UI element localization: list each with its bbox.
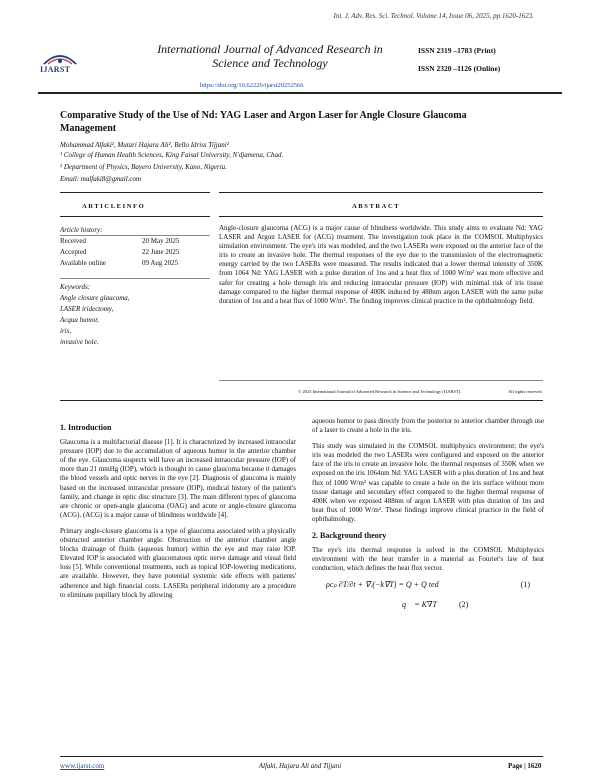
abstract-rule-bottom: [219, 380, 543, 381]
footer-rule: [60, 756, 543, 757]
article-info-rule-top: [60, 192, 210, 193]
abstract-text: Angle-closure glaucoma (ACG) is a major cause of blindness worldwide. This study aims to evaluate Nd: YAG LASER and Argon LASER for (ACG) treatment. The investigation took place in the COMSOL Multiphysics simulation environment. The eye's iris was modeled, and the two LASERs were exposed on the anterior face of the iris to create an invasive hole. The thermal responses of the eye due to the transmission of the electromagnetic energy carried by the two LASERs were measured. The results indicated that a lower thermal intensity of 350K from 1064 Nd: YAG LASER with a pulse duration of 1ns and a heat flux of 1000 W/m² was more effective and safer for creating a hole through iris and reducing intraocular pressure (IOP) with minimal risk of iris tissue damage compared to the higher thermal response of 400K induced by 488nm argon LASER with the same pulse duration of 1ns and a heat flux of 1000 W/m². The finding improves clinical practice in the ophthalmology field.: [219, 224, 543, 305]
body-left-column: [60, 423, 296, 607]
abstract-section-rule: [60, 400, 543, 401]
affiliation-1: ¹ College of Human Health Sciences, King Faisal University, N'djamena, Chad.: [60, 151, 284, 159]
abstract-rule: [219, 216, 543, 217]
header-rule: [38, 92, 562, 94]
intro-paragraph: Primary angle-closure glaucoma is a type of glaucoma associated with a physically obstructed anterior chamber angle. Obstruction of the anterior chamber angle blocks drainage of fluids (aqueous humor) within the eye and may raise IOP. Elevated IOP is associated with glaucomatous optic nerve damage and visual field loss [5]. While conventional treatments, such as topical IOP-lowering medications, are available. However, they have potential systemic side effects with patients' adherence and high financial costs. LASERs peripheral iridotomy are a procedure to eliminate pupillary block by allowing: [60, 526, 296, 599]
equation-1-body: ρcₚ ∂T/∂t + ∇.(−k∇T) = Q + Q ted: [326, 580, 439, 590]
abstract-heading: ABSTRACT: [352, 203, 401, 210]
abstract-rule-top: [219, 192, 543, 193]
history-label: Article history:: [60, 226, 103, 234]
keyword-item: Acqua humor,: [60, 316, 99, 324]
keyword-item: Angle closure glaucoma,: [60, 294, 130, 302]
paper-title: [60, 109, 560, 135]
keyword-item: LASER iridectomy,: [60, 305, 114, 313]
journal-name: [120, 42, 420, 70]
page-number: Page | 1620: [508, 762, 542, 770]
background-heading: 2. Background theory: [312, 531, 387, 541]
keyword-item: invasive hole.: [60, 338, 99, 346]
history-row-value: 09 Aug 2025: [142, 259, 179, 267]
keywords-rule: [60, 278, 210, 279]
equation-2-number: (2): [459, 599, 469, 609]
history-row-accepted: [60, 248, 210, 257]
intro-heading: 1. Introduction: [60, 423, 112, 432]
title-line-1: Comparative Study of the Use of Nd: YAG Laser and Argon Laser for Angle Closure Glaucoma: [60, 110, 467, 121]
history-row-label: Available online: [60, 259, 106, 267]
authors: Mohammad Alfaki², Mutari Hajara Ali², Bello Idriss Tijjani²: [60, 141, 229, 149]
doi-link[interactable]: https://doi.org/10.62226/ijarst20252566: [200, 82, 304, 89]
keywords-label: Keywords:: [60, 283, 91, 291]
equation-2: [402, 600, 544, 609]
intro-paragraph: This study was simulated in the COMSOL multiphysics environment; the eye's iris was modeled the two LASERs were configured and exposed on the anterior face of the iris to create an invasive hole. the thermal responses of 350K when we exposed on the iris 1064nm Nd: YAG LASER with a plus duration of 1ns and heat flux of 1000 W/m² was capable to create a hole on the iris surface without more tissue damage and secondary effect compared to the higher thermal response of 400K when we exposed 488nm of argon LASER with plus duration of 1ns and heat flux of 1000 W/m². These findings improve clinical practice in the field of ophthalmology.: [312, 442, 544, 523]
email: Email: malfaki8@gmail.com: [60, 175, 142, 183]
history-row-value: 20 May 2025: [142, 237, 180, 245]
history-row-received: [60, 237, 210, 246]
title-line-2: Management: [60, 123, 117, 134]
affiliation-2: ² Department of Physics, Bayero University, Kano, Nigeria.: [60, 163, 227, 171]
equation-1: [326, 580, 530, 589]
issn-online: ISSN 2320 –1126 (Online): [418, 64, 501, 73]
logo-text: IJARST: [40, 65, 71, 74]
article-info-heading: ARTICLEINFO: [82, 203, 146, 210]
equation-2-body: q⃗ = K∇T: [402, 599, 437, 609]
journal-line-2: Science and Technology: [212, 56, 328, 70]
issn-print: ISSN 2319 –1783 (Print): [418, 46, 496, 55]
history-row-label: Received: [60, 237, 87, 245]
background-paragraph: The eye's iris thermal response is solved in the COMSOL Multiphysics environment with the heat transfer in a material as Fourier's law of heat conduction, which defines the heat flux vector.: [312, 546, 544, 573]
citation-line: Int. J. Adv. Res. Sci. Technol. Volume 14, Issue 06, 2025, pp.1620-1623.: [333, 12, 534, 20]
copyright-notice: © 2025 International Journal of Advanced Research in Science and Technology (IJARST).: [298, 389, 462, 394]
journal-line-1: International Journal of Advanced Research in: [157, 42, 383, 56]
footer-url-link[interactable]: www.ijarst.com: [60, 762, 105, 770]
history-row-label: Accepted: [60, 248, 87, 256]
footer-authors: Alfaki, Hajara Ali and Tijjani: [258, 762, 342, 770]
equation-1-number: (1): [520, 580, 530, 590]
rights-notice: All rights reserved.: [508, 389, 543, 394]
article-info-rule: [60, 216, 210, 217]
history-rule: [60, 235, 210, 236]
intro-paragraph: aqueous humor to pass directly from the posterior to anterior chamber through use of a laser to create a hole in the iris.: [312, 417, 544, 435]
history-row-online: [60, 259, 210, 268]
history-row-value: 22 June 2025: [142, 248, 180, 256]
keyword-item: iris,: [60, 327, 72, 335]
intro-paragraph: Glaucoma is a multifactorial disease [1]. It is characterized by increased intraocular pressure (IOP) due to the accumulation of aqueous humor in the anterior chamber of the eye. Glaucoma suspects will have an increased intraocular pressure (IOP) of more than 21 mmHg (IOP), which is thought to cause glaucoma because it damages the blood vessels and optic nerves in the eye [2]. Diagnosis of glaucoma is mainly based on the increased intraocular pressure (IOP), medical history of the patient's family, and change in optic disc structure [3]. The main different types of glaucoma are chronic or open-angle glaucoma (OAG) and acute or angle-closure glaucoma (ACG). (ACG) is a major cause of blindness worldwide [4].: [60, 438, 296, 519]
body-right-column: [312, 417, 544, 609]
